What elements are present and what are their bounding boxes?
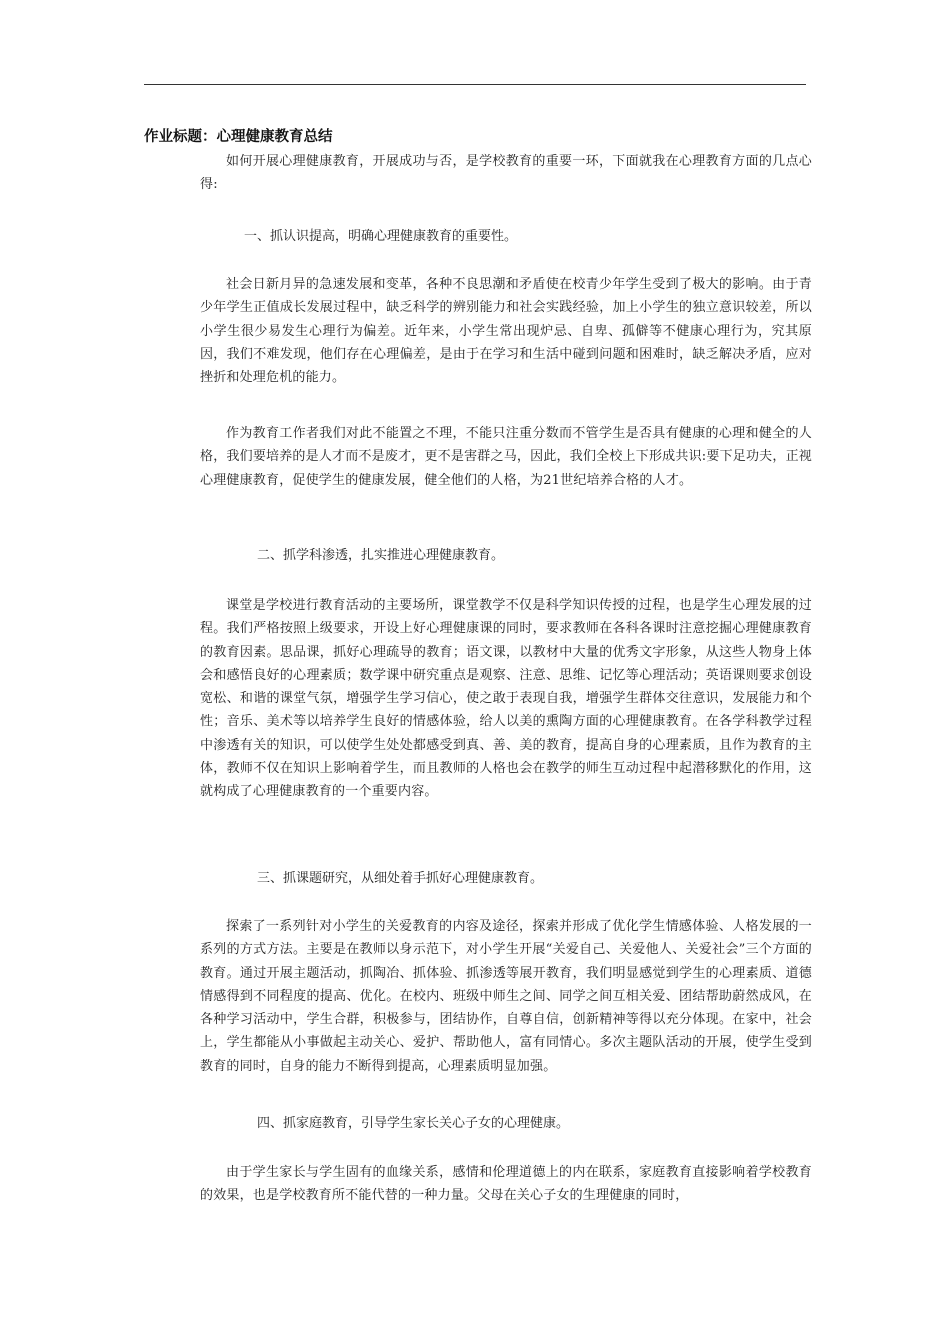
section-3-heading: 三、抓课题研究，从细处着手抓好心理健康教育。 (257, 871, 544, 886)
intro-paragraph: 如何开展心理健康教育，开展成功与否，是学校教育的重要一环，下面就我在心理教育方面的几点心得: (200, 154, 812, 193)
section-1-paragraph-2: 作为教育工作者我们对此不能置之不理，不能只注重分数而不管学生是否具有健康的心理和健全的人格，我们要培养的是人才而不是废才，更不是害群之马，因此，我们全校上下形成共识:要下足功夫，正视心理健康教育，促使学生的健康发展，健全他们的人格，为21世纪培养合格的人才。 (200, 426, 812, 488)
section-1-paragraph-1: 社会日新月异的急速发展和变革，各种不良思潮和矛盾使在校青少年学生受到了极大的影响。由于青少年学生正值成长发展过程中，缺乏科学的辨别能力和社会实践经验，加上小学生的独立意识较差，所以小学生很少易发生心理行为偏差。近年来，小学生常出现炉忌、自卑、孤僻等不健康心理行为，究其原因，我们不难发现，他们存在心理偏差，是由于在学习和生活中碰到问题和困难时，缺乏解决矛盾，应对挫折和处理危机的能力。 (200, 277, 812, 386)
section-4-paragraph-1: 由于学生家长与学生固有的血缘关系，感情和伦理道德上的内在联系，家庭教育直接影响着学校教育的效果，也是学校教育所不能代替的一种力量。父母在关心子女的生理健康的同时， (200, 1165, 812, 1204)
document-title: 作业标题：心理健康教育总结 (144, 129, 333, 145)
section-2-paragraph-1: 课堂是学校进行教育活动的主要场所，课堂教学不仅是科学知识传授的过程，也是学生心理发展的过程。我们严格按照上级要求，开设上好心理健康课的同时，要求教师在各科各课时注意挖掘心理健康教育的教育因素。思品课，抓好心理疏导的教育；语文课，以教材中大量的优秀文字形象，从这些人物身上体会和感悟良好的心理素质；数学课中研究重点是观察、注意、思维、记忆等心理活动；英语课则要求创设宽松、和谐的课堂气氛，增强学生学习信心，使之敢于表现自我，增强学生群体交往意识，发展能力和个性；音乐、美术等以培养学生良好的情感体验，给人以美的熏陶方面的心理健康教育。在各学科教学过程中渗透有关的知识，可以使学生处处都感受到真、善、美的教育，提高自身的心理素质，且作为教育的主体，教师不仅在知识上影响着学生，而且教师的人格也会在教学的师生互动过程中起潜移默化的作用，这就构成了心理健康教育的一个重要内容。 (200, 598, 812, 800)
section-1-heading: 一、抓认识提高，明确心理健康教育的重要性。 (244, 229, 518, 244)
section-3-paragraph-1: 探索了一系列针对小学生的关爱教育的内容及途径，探索并形成了优化学生情感体验、人格发展的一系列的方式方法。主要是在教师以身示范下，对小学生开展“关爱自己、关爱他人、关爱社会”三个方面的教育。通过开展主题活动，抓陶冶、抓体验、抓渗透等展开教育，我们明显感觉到学生的心理素质、道德情感得到不同程度的提高、优化。在校内、班级中师生之间、同学之间互相关爱、团结帮助蔚然成风，在各种学习活动中，学生合群，积极参与，团结协作，自尊自信，创新精神等得以充分体现。在家中，社会上，学生都能从小事做起主动关心、爱护、帮助他人，富有同情心。多次主题队活动的开展，使学生受到教育的同时，自身的能力不断得到提高，心理素质明显加强。 (200, 919, 812, 1074)
section-4-heading: 四、抓家庭教育，引导学生家长关心子女的心理健康。 (257, 1116, 570, 1131)
section-2-heading: 二、抓学科渗透，扎实推进心理健康教育。 (257, 548, 505, 563)
header-rule (144, 84, 806, 85)
